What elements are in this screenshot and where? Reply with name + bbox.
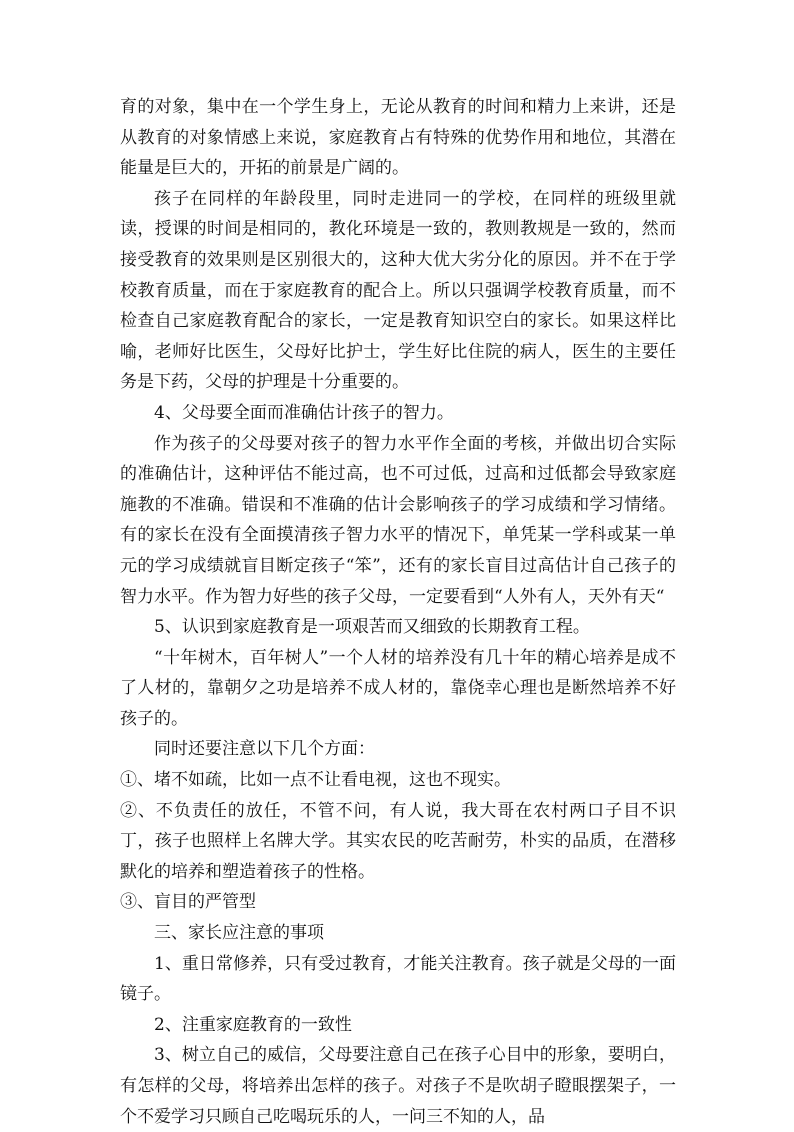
section-heading: 三、家长应注意的事项 xyxy=(154,923,324,944)
paragraph: 孩子在同样的年龄段里，同时走进同一的学校，在同样的班级里就读，授课的时间是相同的，教化环境是一致的，教则教规是一致的，然而接受教育的效果则是区别很大的，这种大优大劣分化的原因。并不在于学校教育质量，而在于家庭教育的配合上。所以只强调学校教育质量，而不检查自己家庭教育配合的家长，一定是教育知识空白的家长。如果这样比喻，老师好比医生，父母好比护士，学生好比住院的病人，医生的主要任务是下药，父母的护理是十分重要的。 xyxy=(120,188,676,393)
list-item: ③、盲目的严管型 xyxy=(120,892,256,913)
section-heading: 5、认识到家庭教育是一项艰苦而又细致的长期教育工程。 xyxy=(154,617,590,638)
paragraph: “十年树木，百年树人”一个人材的培养没有几十年的精心培养是成不了人材的，靠朝夕之功是培养不成人材的，靠侥幸心理也是断然培养不好孩子的。 xyxy=(120,647,676,729)
section-heading: 2、注重家庭教育的一致性 xyxy=(154,1014,352,1035)
list-item: ①、堵不如疏，比如一点不让看电视，这也不现实。 xyxy=(120,770,511,791)
document-body xyxy=(120,92,676,1132)
paragraph: 同时还要注意以下几个方面： xyxy=(154,739,375,760)
section-heading: 4、父母要全面而准确估计孩子的智力。 xyxy=(154,402,454,423)
paragraph: 3、树立自己的威信，父母要注意自己在孩子心目中的形象，要明白，有怎样的父母，将培养出怎样的孩子。对孩子不是吹胡子瞪眼摆架子，一个不爱学习只顾自己吃喝玩乐的人，一问三不知的人，品 xyxy=(120,1045,676,1127)
paragraph: 作为孩子的父母要对孩子的智力水平作全面的考核，并做出切合实际的准确估计，这种评估不能过高，也不可过低，过高和过低都会导致家庭施教的不准确。错误和不准确的估计会影响孩子的学习成绩和学习情绪。有的家长在没有全面摸清孩子智力水平的情况下，单凭某一学科或某一单元的学习成绩就盲目断定孩子“笨”，还有的家长盲目过高估计自己孩子的智力水平。作为智力好些的孩子父母，一定要看到“人外有人，天外有天“ xyxy=(120,433,676,607)
paragraph: 1、重日常修养，只有受过教育，才能关注教育。孩子就是父母的一面镜子。 xyxy=(120,953,676,1005)
paragraph: 育的对象，集中在一个学生身上，无论从教育的时间和精力上来讲，还是从教育的对象情感上来说，家庭教育占有特殊的优势作用和地位，其潜在能量是巨大的，开拓的前景是广阔的。 xyxy=(120,97,676,179)
list-item: ②、不负责任的放任，不管不问，有人说，我大哥在农村两口子目不识丁，孩子也照样上名牌大学。其实农民的吃苦耐劳，朴实的品质，在潜移默化的培养和塑造着孩子的性格。 xyxy=(120,800,676,882)
